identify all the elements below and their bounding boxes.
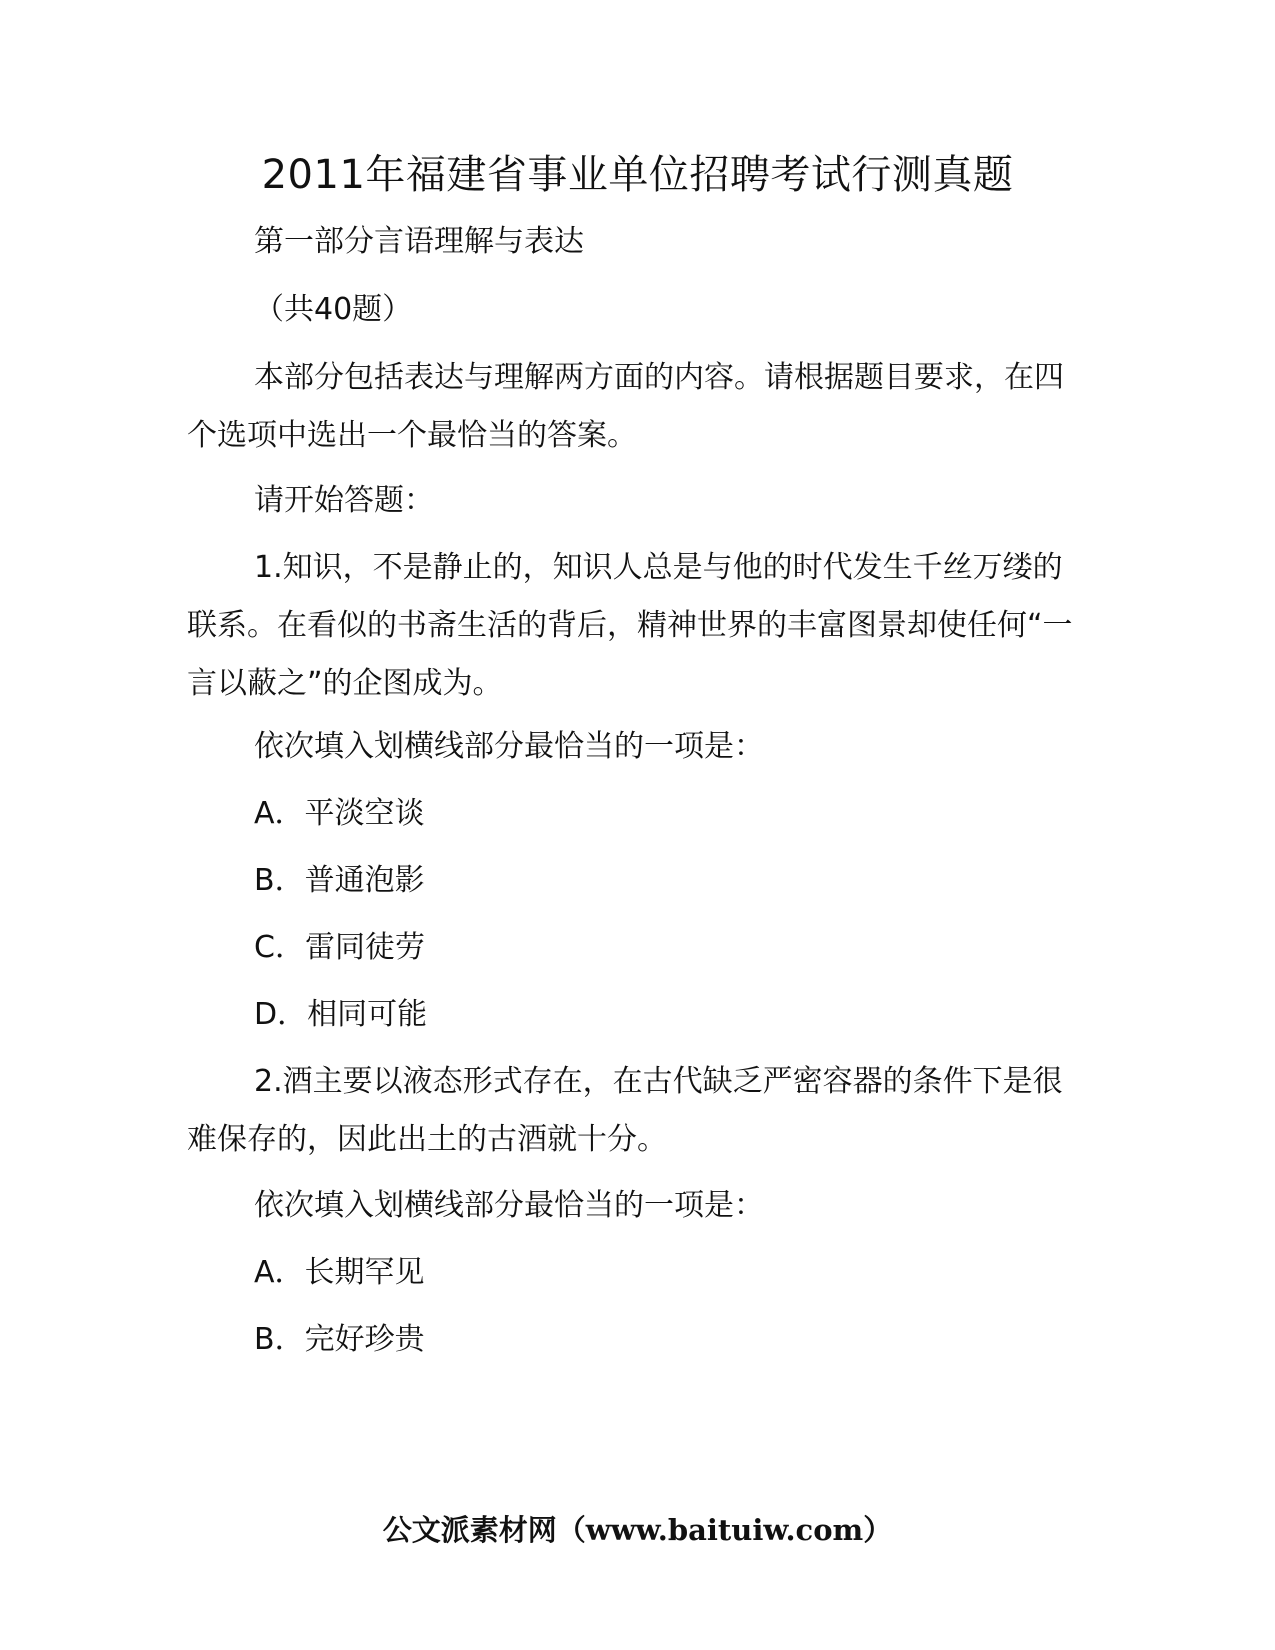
- question-1-option-d: D．相同可能: [254, 997, 428, 1032]
- instructions-paragraph: 本部分包括表达与理解两方面的内容。请根据题目要求，在四个选项中选出一个最恰当的答案。: [187, 360, 1064, 453]
- question-1-stem: 1.知识，不是静止的，知识人总是与他的时代发生千丝万缕的联系。在看似的书斋生活的背后，精神世界的丰富图景却使任何“一言以蔽之”的企图成为。: [187, 550, 1073, 701]
- question-1-option-c: C．雷同徒劳: [254, 930, 425, 965]
- question-count: （共40题）: [254, 292, 413, 327]
- footer-source: 公文派素材网（www.baituiw.com）: [382, 1513, 893, 1547]
- question-2-option-a: A．长期罕见: [254, 1255, 425, 1290]
- question-2-prompt: 依次填入划横线部分最恰当的一项是：: [254, 1188, 764, 1223]
- question-1-option-b: B．普通泡影: [254, 863, 425, 898]
- question-1-prompt: 依次填入划横线部分最恰当的一项是：: [254, 729, 764, 764]
- question-2-stem: 2.酒主要以液态形式存在，在古代缺乏严密容器的条件下是很难保存的，因此出土的古酒就十分。: [187, 1064, 1063, 1157]
- start-prompt: 请开始答题：: [254, 483, 434, 518]
- question-2-option-b: B．完好珍贵: [254, 1322, 425, 1357]
- document-title: 2011年福建省事业单位招聘考试行测真题: [261, 152, 1014, 198]
- section-heading: 第一部分言语理解与表达: [254, 224, 584, 259]
- question-1-option-a: A．平淡空谈: [254, 796, 425, 831]
